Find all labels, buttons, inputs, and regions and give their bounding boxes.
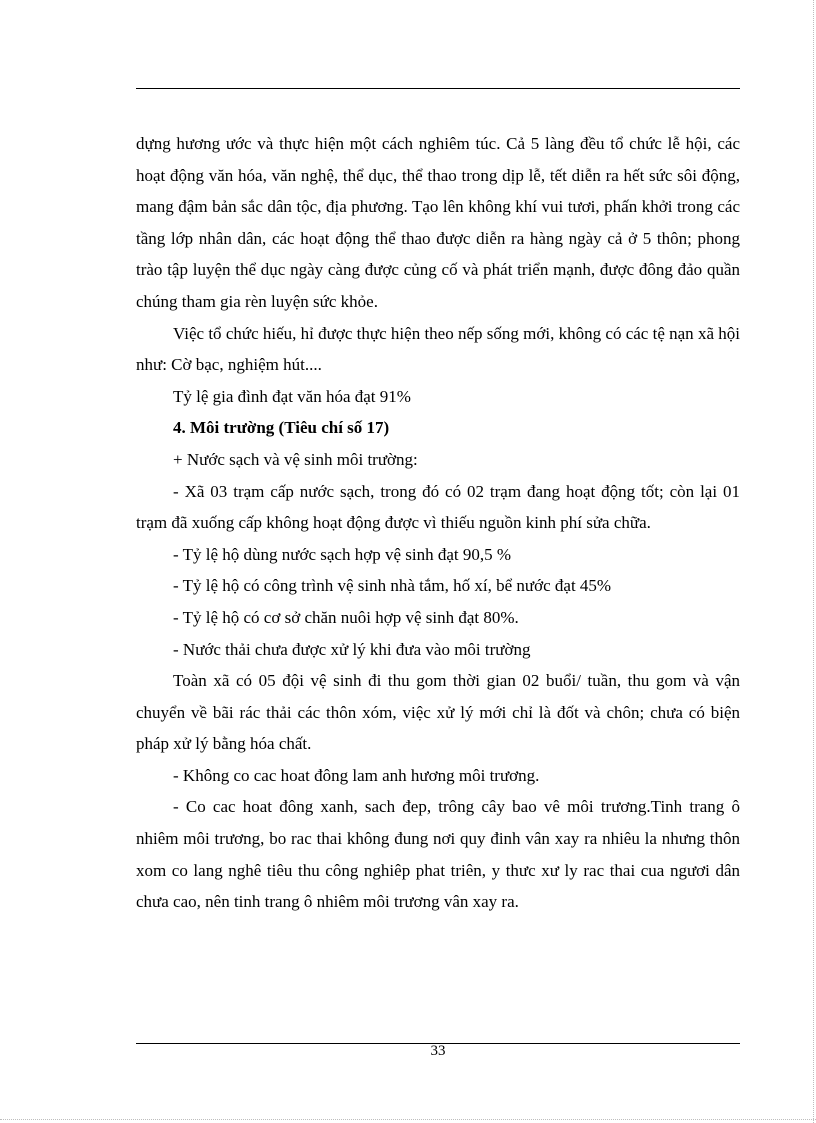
page-edge-bottom [0,1119,816,1120]
paragraph-7: - Tỷ lệ hộ dùng nước sạch hợp vệ sinh đạt 90,5 % [173,544,512,564]
header-rule [136,88,740,89]
page-edge-right [813,0,814,1123]
paragraph-12: - Không co cac hoat đông lam anh hương môi trương. [173,765,540,785]
paragraph-9: - Tỷ lệ hộ có cơ sở chăn nuôi hợp vệ sinh đạt 80%. [173,607,519,627]
paragraph-2: Việc tổ chức hiếu, hỉ được thực hiện theo nếp sống mới, không có các tệ nạn xã hội như: Cờ bạc, nghiệm hút.... [136,323,740,375]
paragraph-13: - Co cac hoat đông xanh, sach đep, trông cây bao vê môi trương.Tinh trang ô nhiêm môi trương, bo rac thai không đung nơi quy đinh vân xay ra nhiêu la nhưng thôn xom co lang nghê tiêu thu công nghiêp phat triên, y thưc xư ly rac thai cua ngươi dân chưa cao, nên tinh trang ô nhiêm môi trương vân xay ra. [136,797,740,912]
paragraph-11: Toàn xã có 05 đội vệ sinh đi thu gom thời gian 02 buổi/ tuần, thu gom và vận chuyển về bãi rác thải các thôn xóm, việc xử lý mới chỉ là đốt và chôn; chưa có biện pháp xử lý bằng hóa chất. [136,671,740,754]
page-number: 33 [430,1043,446,1059]
section-heading: 4. Môi trường (Tiêu chí số 17) [173,418,390,438]
paragraph-8: - Tỷ lệ hộ có công trình vệ sinh nhà tắm, hố xí, bể nước đạt 45% [173,576,612,596]
paragraph-6: - Xã 03 trạm cấp nước sạch, trong đó có 02 trạm đang hoạt động tốt; còn lại 01 trạm đã xuống cấp không hoạt động được vì thiếu nguồn kinh phí sửa chữa. [136,481,740,533]
paragraph-10: - Nước thải chưa được xử lý khi đưa vào môi trường [173,639,531,659]
document-body [136,128,740,918]
paragraph-1: dựng hương ước và thực hiện một cách nghiêm túc. Cả 5 làng đều tổ chức lễ hội, các hoạt động văn hóa, văn nghệ, thể dục, thể thao trong dịp lễ, tết diễn ra hết sức sôi động, mang đậm bản sắc dân tộc, địa phương. Tạo lên không khí vui tươi, phấn khởi trong các tầng lớp nhân dân, các hoạt động thể thao được diễn ra hàng ngày cả ở 5 thôn; phong trào tập luyện thể dục ngày càng được củng cố và phát triển mạnh, được đông đảo quần chúng tham gia rèn luyện sức khỏe. [136,134,740,311]
paragraph-3: Tỷ lệ gia đình đạt văn hóa đạt 91% [173,386,411,406]
paragraph-5: + Nước sạch và vệ sinh môi trường: [173,449,418,469]
